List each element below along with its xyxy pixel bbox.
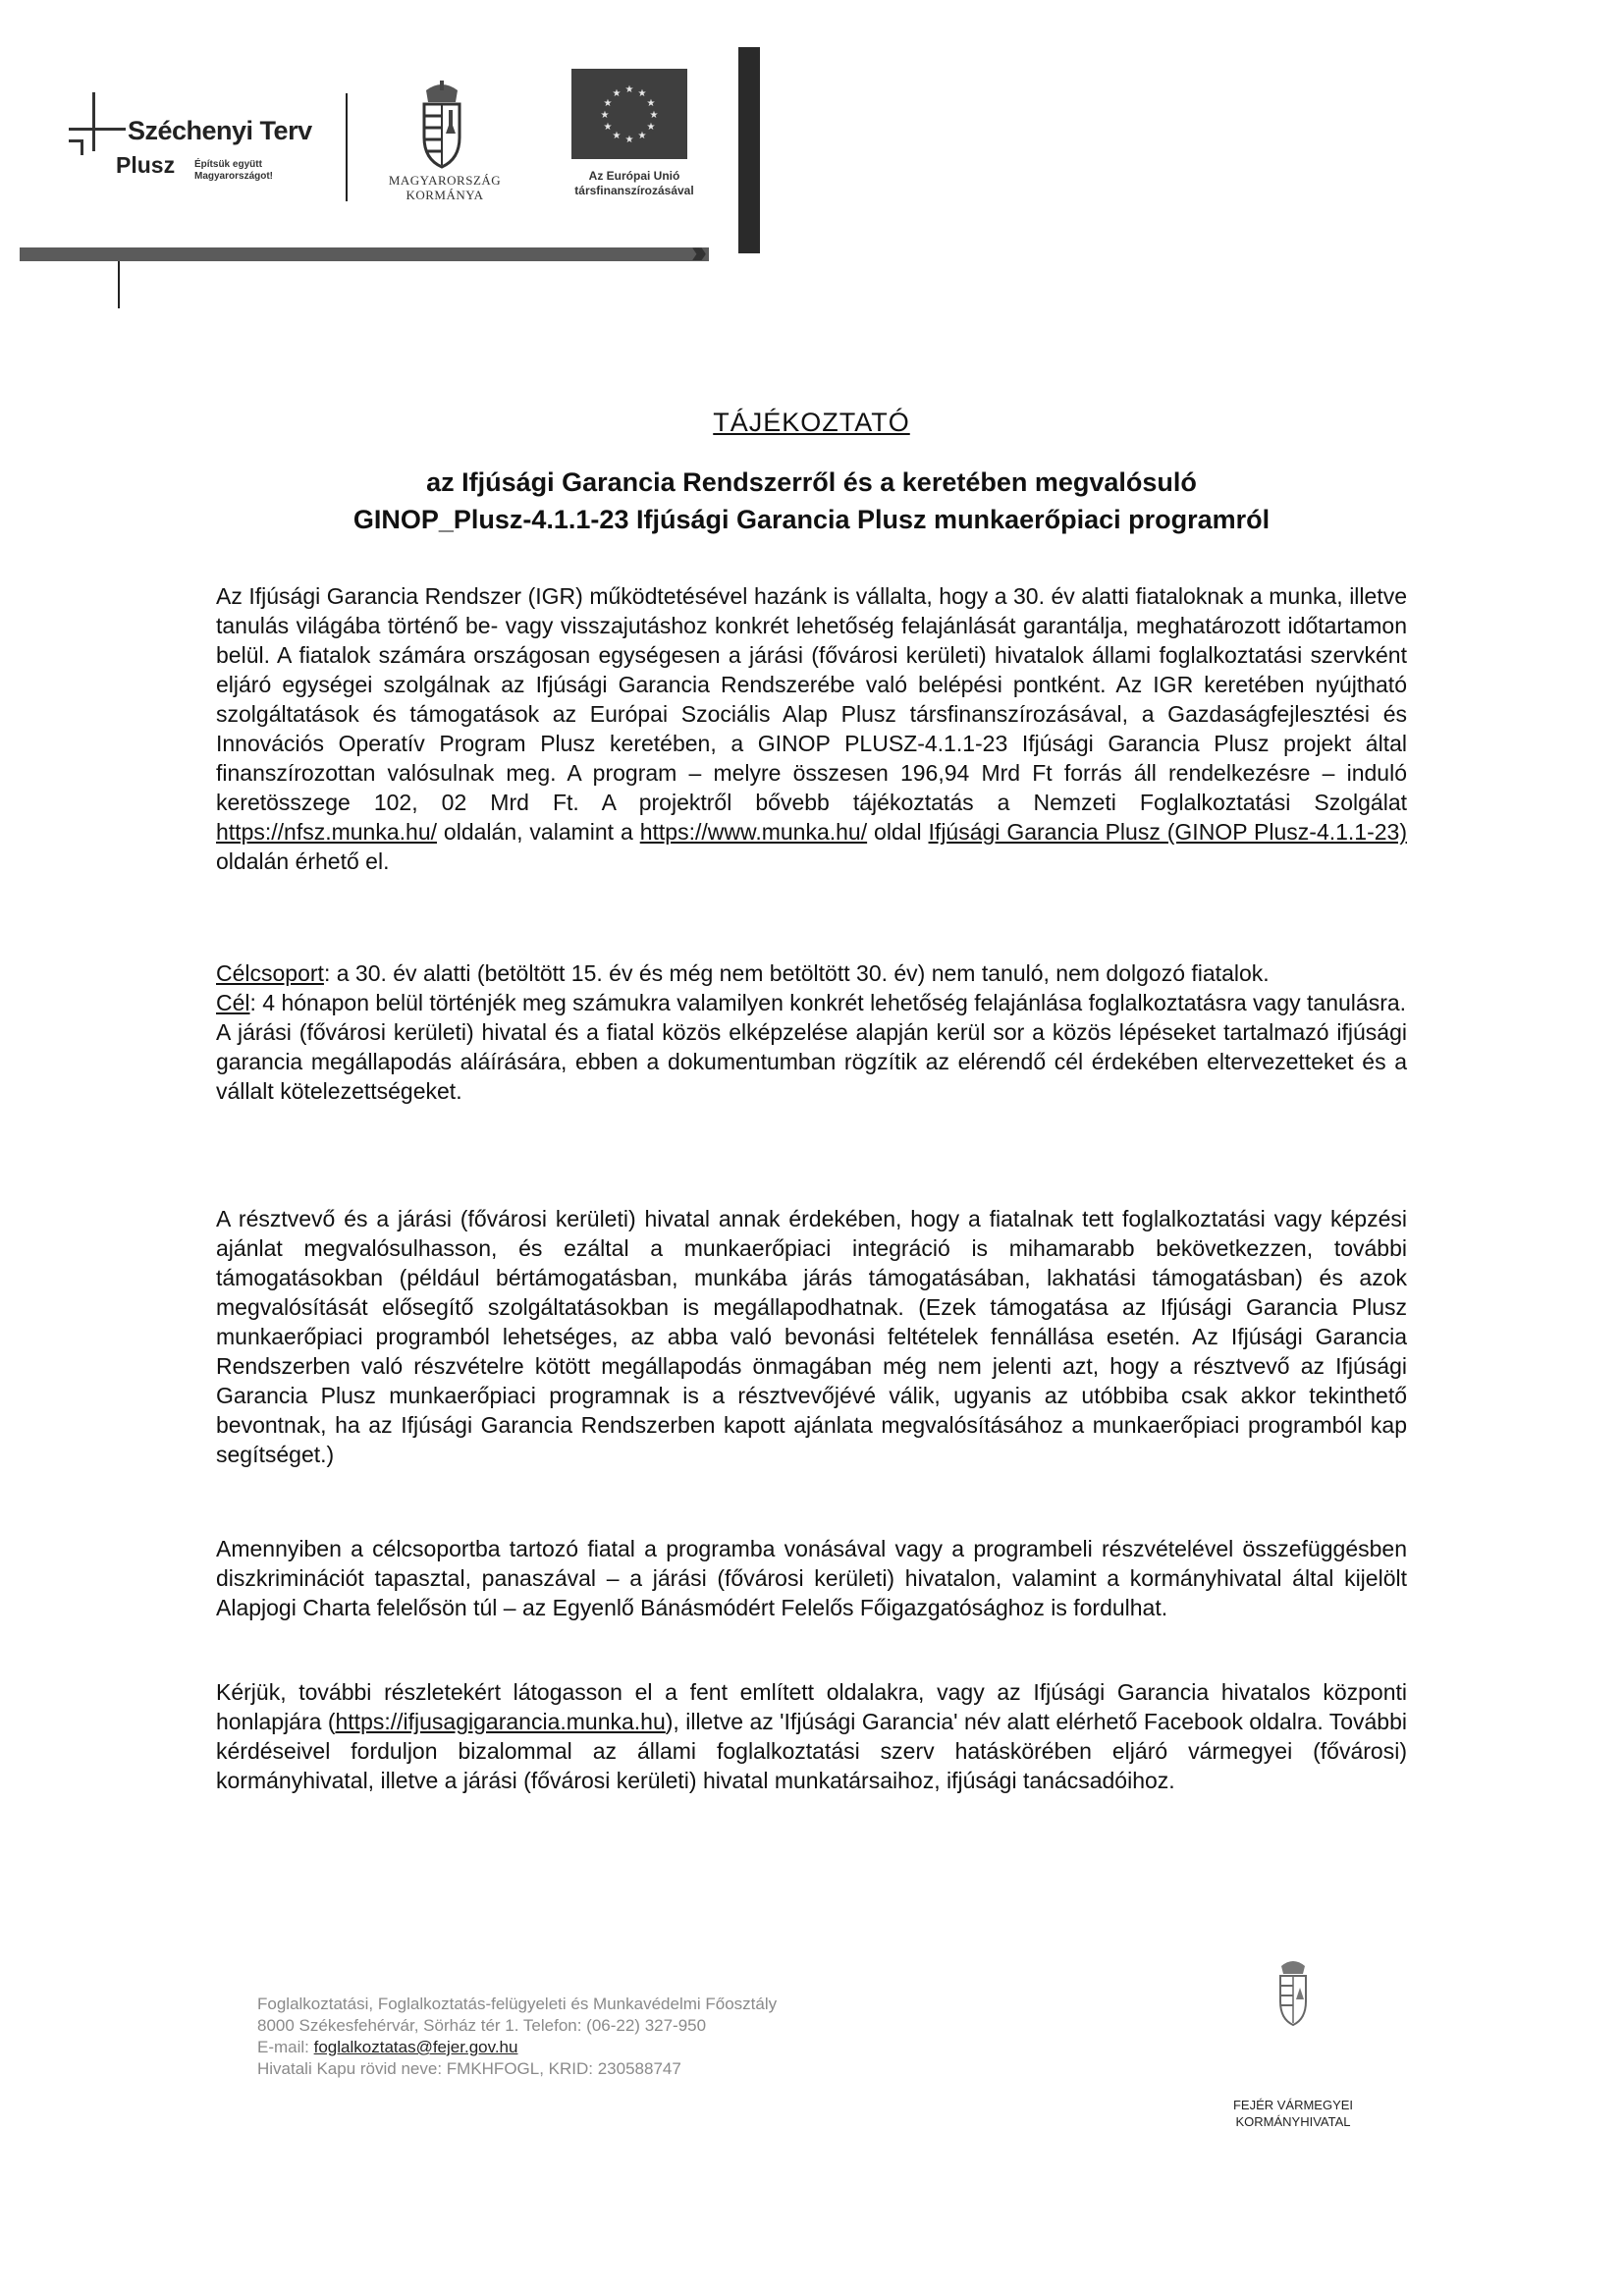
paragraph-target-group: [216, 958, 1407, 1106]
org-line-2: KORMÁNYHIVATAL: [1235, 2114, 1351, 2129]
hungarian-crest-icon: [412, 81, 471, 171]
link-nfsz[interactable]: https://nfsz.munka.hu/: [216, 819, 438, 845]
svg-text:★: ★: [600, 110, 610, 121]
header-divider: [346, 93, 348, 201]
paragraph-intro: [216, 581, 1407, 876]
svg-text:★: ★: [624, 84, 634, 95]
svg-text:★: ★: [624, 135, 634, 145]
contact-text-a: Kérjük, további részletekért látogasson el a fent említett oldalakra, vagy az Ifjúsági Garancia hivatalos központi honlapjára (: [216, 1679, 1407, 1734]
svg-text:★: ★: [612, 131, 622, 141]
cel-text: : 4 hónapon belül történjék meg számukra valamilyen konkrét lehetőség felajánlása foglalkoztatásra vagy tanulásra.: [249, 990, 1407, 1015]
link-ifjusagigarancia[interactable]: https://ifjusagigarancia.munka.hu: [335, 1709, 666, 1734]
szechenyi-plusz: Plusz: [116, 152, 176, 178]
svg-text:★: ★: [637, 88, 647, 99]
band-stem: [118, 261, 120, 308]
footer-department: Foglalkoztatási, Foglalkoztatás-felügyeleti és Munkavédelmi Főosztály: [257, 1995, 778, 2013]
kormany-name: [371, 173, 518, 202]
document-title: TÁJÉKOZTATÓ: [713, 408, 910, 437]
contact-text-b: ), illetve az 'Ifjúsági Garancia' név alatt elérhető Facebook oldalra. További kérdéseivel forduljon bizalommal az állami foglalkoztatási szerv hatáskörében eljáró vármegyei (fővárosi) kormányhivatal, illetve a járási (fővárosi kerületi) hivatal munkatársaihoz, ifjúsági tanácsadóihoz.: [216, 1709, 1407, 1793]
eu-line-1: Az Európai Unió: [588, 169, 680, 183]
intro-text-d: oldalán érhető el.: [216, 848, 390, 874]
header-vertical-bar: [738, 47, 760, 253]
org-line-1: FEJÉR VÁRMEGYEI: [1232, 2098, 1354, 2112]
szechenyi-terv-title: Széchenyi Terv: [128, 116, 312, 145]
hungarian-crest-icon: [1272, 1958, 1314, 2029]
kormany-line-1: MAGYARORSZÁG: [388, 173, 502, 188]
eu-cofinancing-text: [556, 169, 713, 198]
eu-line-2: társfinanszírozásával: [574, 184, 694, 197]
band-arrows-icon: ›››: [691, 234, 699, 269]
document-subtitle: [0, 464, 1623, 538]
link-munka[interactable]: https://www.munka.hu/: [639, 819, 868, 845]
szechenyi-tagline-1: Építsük együtt: [194, 159, 262, 170]
footer-org-name: [1210, 2097, 1377, 2130]
cel-label: Cél: [216, 990, 250, 1015]
celcsoport-label: Célcsoport: [216, 960, 324, 986]
svg-text:★: ★: [603, 122, 613, 133]
link-ig-plusz[interactable]: Ifjúsági Garancia Plusz (GINOP Plusz-4.1.1-23): [928, 819, 1407, 845]
szechenyi-tagline: [194, 159, 273, 183]
intro-text-c: oldal: [867, 819, 929, 845]
eu-stars-icon: [571, 69, 687, 159]
footer-address: [257, 1994, 777, 2080]
intro-text-a: Az Ifjúsági Garancia Rendszer (IGR) működtetésével hazánk is vállalta, hogy a 30. év alatti fiataloknak a munka, illetve tanulás világába történő be- vagy visszajutáshoz konkrét lehetőség felajánlását garantálja, meghatározott időtartamon belül. A fiatalok számára országosan egységesen a járási (fővárosi kerületi) hivatalok állami foglalkoztatási szervként eljáró egységei szolgálnak az Ifjúsági Garancia Rendszerébe való belépési pontként. Az IGR keretében nyújtható szolgáltatások és támogatások az Európai Szociális Alap Plusz társfinanszírozásával, a Gazdaságfejlesztési és Innovációs Operatív Program Plusz keretében, a GINOP PLUSZ-4.1.1-23 Ifjúsági Garancia Plusz projekt által finanszírozottan valósulnak meg. A program – melyre összesen 196,94 Mrd Ft forrás áll rendelkezésre – induló keretösszege 102, 02 Mrd Ft. A projektről bővebb tájékoztatás a Nemzeti Foglalkoztatási Szolgálat: [216, 583, 1407, 815]
subtitle-line-1: az Ifjúsági Garancia Rendszerről és a keretében megvalósuló: [426, 467, 1197, 497]
paragraph-support: A résztvevő és a járási (fővárosi kerületi) hivatal annak érdekében, hogy a fiatalnak tett foglalkoztatási vagy képzési ajánlat megvalósulhasson, és ezáltal a munkaerőpiaci integráció is mihamarabb bekövetkezzen, további támogatásokban (például bértámogatásban, munkába járás támogatásában, lakhatási támogatásban) és azok megvalósítását elősegítő szolgáltatásokban is megállapodhatnak. (Ezek támogatása az Ifjúsági Garancia Plusz munkaerőpiaci programból lehetséges, az abba való bevonási feltételek fennállása esetén. Az Ifjúsági Garancia Rendszerben való részvételre kötött megállapodás önmagában még nem jelenti azt, hogy a résztvevő az Ifjúsági Garancia Plusz munkaerőpiaci programnak is a résztvevőjévé válik, ugyanis az utóbbiba csak akkor tekinthető bevontnak, ha az Ifjúsági Garancia Rendszerben kapott ajánlata megvalósításához a munkaerőpiaci programból kap segítséget.): [216, 1206, 1407, 1467]
svg-text:★: ★: [646, 98, 656, 109]
svg-text:★: ★: [649, 110, 659, 121]
svg-text:★: ★: [637, 131, 647, 141]
paragraph-discrimination: Amennyiben a célcsoportba tartozó fiatal a programba vonásával vagy a programbeli részvételével összefüggésben diszkriminációt tapasztal, panaszával – a járási (fővárosi kerületi) hivatalon, valamint a kormányhivatal által kijelölt Alapjogi Charta felelősön túl – az Egyenlő Bánásmódért Felelős Főigazgatósághoz is fordulhat.: [216, 1536, 1407, 1620]
szechenyi-tagline-2: Magyarországot!: [194, 171, 274, 182]
agreement-text: A járási (fővárosi kerületi) hivatal és a fiatal közös elképzelése alapján kerül sor a közös lépéseket tartalmazó ifjúsági garancia megállapodás aláírására, ebben a dokumentumban rögzítik az elérendő cél érdekében eltervezetteket és a vállalt kötelezettségeket.: [216, 1019, 1407, 1104]
svg-text:★: ★: [646, 122, 656, 133]
kormany-line-2: KORMÁNYA: [406, 188, 484, 202]
paragraph-contact: [216, 1677, 1407, 1795]
footer-hivatali-kapu: Hivatali Kapu rövid neve: FMKHFOGL, KRID: 230588747: [257, 2059, 681, 2078]
footer-email-line: [257, 2037, 777, 2058]
footer-email-label: E-mail:: [257, 2038, 314, 2056]
footer-address-phone: 8000 Székesfehérvár, Sörház tér 1. Telefon: (06-22) 327-950: [257, 2016, 707, 2035]
header-band: [20, 247, 709, 261]
svg-text:★: ★: [603, 98, 613, 109]
celcsoport-text: : a 30. év alatti (betöltött 15. év és még nem betöltött 30. év) nem tanuló, nem dolgozó fiatalok.: [323, 960, 1270, 986]
subtitle-line-2: GINOP_Plusz-4.1.1-23 Ifjúsági Garancia Plusz munkaerőpiaci programról: [352, 505, 1271, 534]
svg-text:★: ★: [612, 88, 622, 99]
footer-email-link[interactable]: foglalkoztatas@fejer.gov.hu: [313, 2038, 518, 2056]
intro-text-b: oldalán, valamint a: [437, 819, 640, 845]
